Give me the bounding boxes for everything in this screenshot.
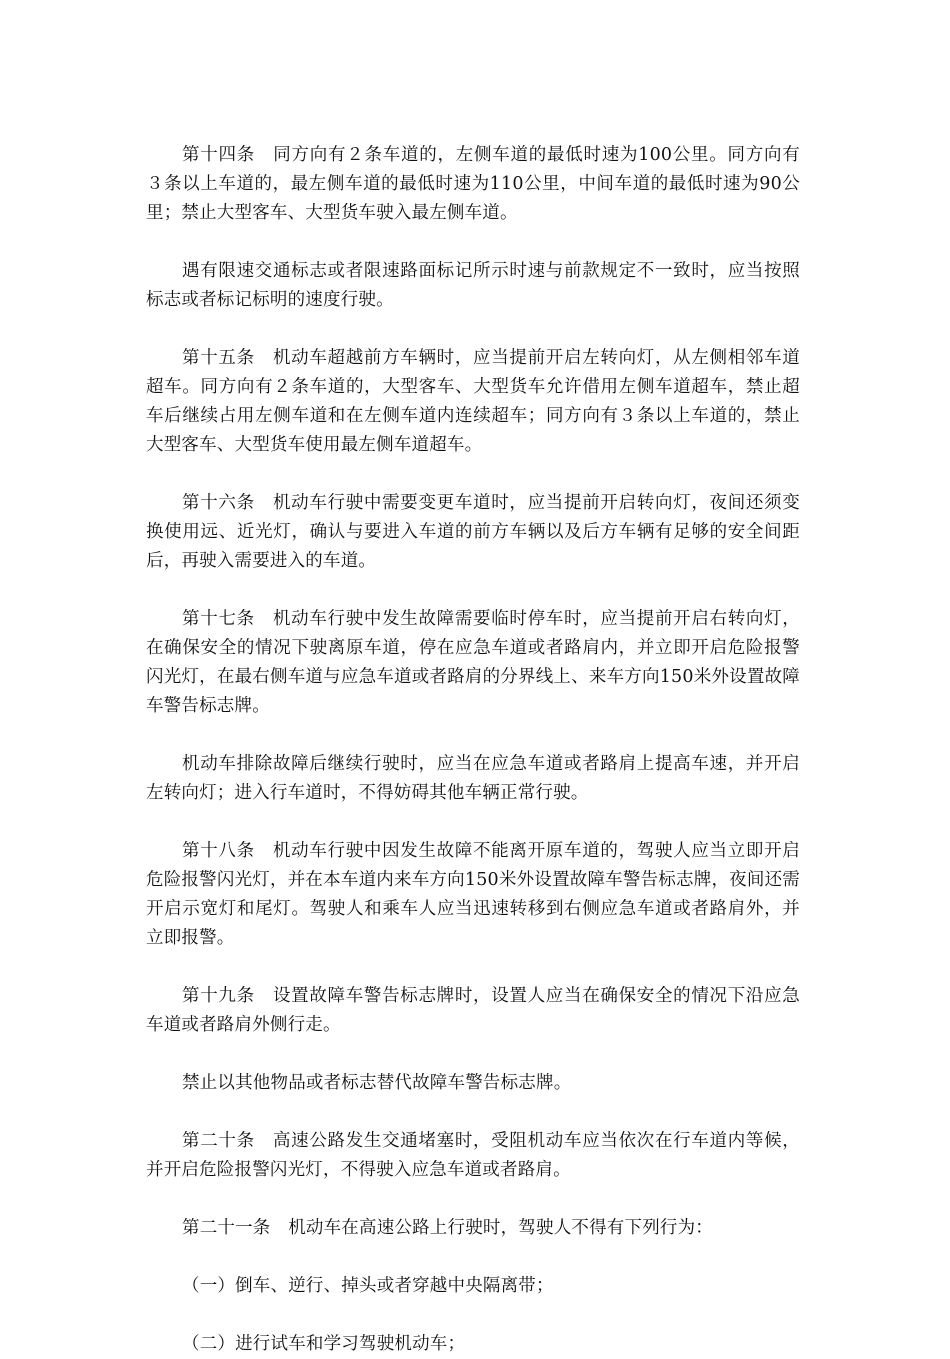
paragraph-spacer [146,1040,800,1069]
paragraph-spacer [146,460,800,489]
paragraph-spacer [146,228,800,257]
document-body [146,141,800,1359]
paragraph-spacer [146,1185,800,1214]
paragraph-spacer [146,953,800,982]
paragraph-spacer [146,315,800,344]
paragraph-article-20: 第二十条 高速公路发生交通堵塞时，受阻机动车应当依次在行车道内等候，并开启危险报警闪光灯，不得驶入应急车道或者路肩。 [146,1131,800,1180]
paragraph-spacer [146,1098,800,1127]
paragraph-article-15: 第十五条 机动车超越前方车辆时，应当提前开启左转向灯，从左侧相邻车道超车。同方向有２条车道的，大型客车、大型货车允许借用左侧车道超车，禁止超车后继续占用左侧车道和在左侧车道内连续超车；同方向有３条以上车道的，禁止大型客车、大型货车使用最左侧车道超车。 [146,348,800,455]
paragraph-spacer [146,808,800,837]
paragraph-article-14-speed-signs: 遇有限速交通标志或者限速路面标记所示时速与前款规定不一致时，应当按照标志或者标记标明的速度行驶。 [146,261,800,310]
paragraph-spacer [146,1243,800,1272]
paragraph-article-18: 第十八条 机动车行驶中因发生故障不能离开原车道的，驾驶人应当立即开启危险报警闪光灯，并在本车道内来车方向150米外设置故障车警告标志牌，夜间还需开启示宽灯和尾灯。驾驶人和乘车人应当迅速转移到右侧应急车道或者路肩外，并立即报警。 [146,841,800,948]
paragraph-article-14: 第十四条 同方向有２条车道的，左侧车道的最低时速为100公里。同方向有３条以上车道的，最左侧车道的最低时速为110公里，中间车道的最低时速为90公里；禁止大型客车、大型货车驶入最左侧车道。 [146,145,800,223]
paragraph-spacer [146,1301,800,1330]
paragraph-article-19: 第十九条 设置故障车警告标志牌时，设置人应当在确保安全的情况下沿应急车道或者路肩外侧行走。 [146,986,800,1035]
paragraph-article-17: 第十七条 机动车行驶中发生故障需要临时停车时，应当提前开启右转向灯，在确保安全的情况下驶离原车道，停在应急车道或者路肩内，并立即开启危险报警闪光灯，在最右侧车道与应急车道或者路肩的分界线上、来车方向150米外设置故障车警告标志牌。 [146,609,800,716]
paragraph-article-21: 第二十一条 机动车在高速公路上行驶时，驾驶人不得有下列行为： [182,1218,713,1238]
paragraph-article-17-resume: 机动车排除故障后继续行驶时，应当在应急车道或者路肩上提高车速，并开启左转向灯；进入行车道时，不得妨碍其他车辆正常行驶。 [146,754,800,803]
list-item-1: （一）倒车、逆行、掉头或者穿越中央隔离带； [182,1276,554,1296]
paragraph-spacer [146,576,800,605]
paragraph-article-19-substitute: 禁止以其他物品或者标志替代故障车警告标志牌。 [182,1073,572,1093]
paragraph-article-16: 第十六条 机动车行驶中需要变更车道时，应当提前开启转向灯，夜间还须变换使用远、近光灯，确认与要进入车道的前方车辆以及后方车辆有足够的安全间距后，再驶入需要进入的车道。 [146,493,800,571]
list-item-2: （二）进行试车和学习驾驶机动车； [182,1334,466,1354]
paragraph-spacer [146,721,800,750]
